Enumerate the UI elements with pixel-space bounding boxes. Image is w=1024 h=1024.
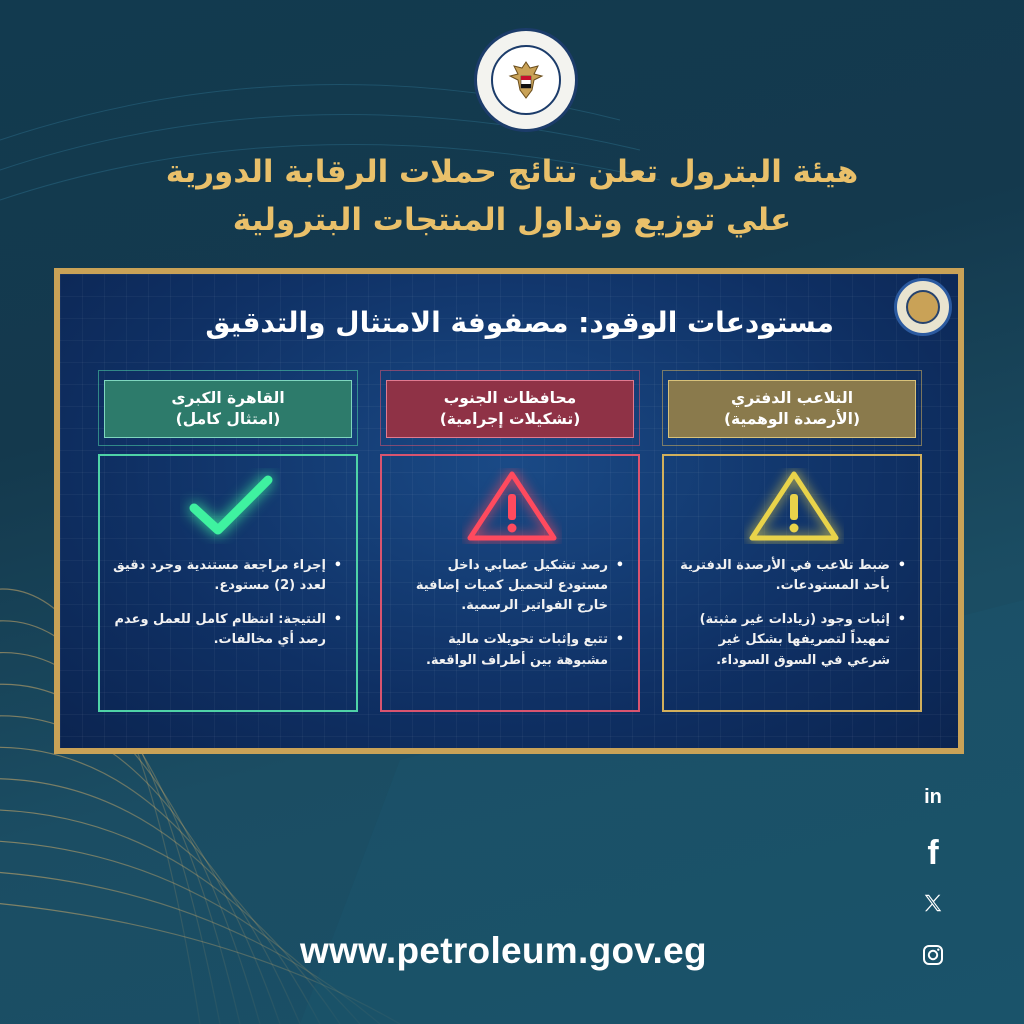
list-item: • النتيجة: انتظام كامل للعمل وعدم رصد أي مخالفات. bbox=[112, 610, 342, 650]
infographic-frame bbox=[54, 268, 964, 754]
column-bookkeeping bbox=[662, 370, 922, 712]
column-heading: محافظات الجنوب (تشكيلات إجرامية) bbox=[386, 380, 634, 438]
column-body bbox=[662, 454, 922, 712]
website-url[interactable]: www.petroleum.gov.eg bbox=[300, 930, 707, 971]
list-item: • إثبات وجود (زيادات غير مثبتة) تمهيداً لتصريفها بشكل غير شرعي في السوق السوداء. bbox=[676, 610, 906, 670]
column-body bbox=[380, 454, 640, 712]
column-heading: القاهرة الكبرى (امتثال كامل) bbox=[104, 380, 352, 438]
list-item: • تتبع وإثبات تحويلات مالية مشبوهة بين أطراف الواقعة. bbox=[394, 630, 624, 670]
warning-icon bbox=[744, 468, 844, 544]
list-item: • إجراء مراجعة مستندية وجرد دقيق لعدد (2) مستودع. bbox=[112, 556, 342, 596]
bullet-list bbox=[112, 556, 342, 665]
column-cairo bbox=[98, 370, 358, 712]
linkedin-icon[interactable]: in bbox=[924, 785, 942, 808]
column-body bbox=[98, 454, 358, 712]
instagram-icon[interactable] bbox=[912, 934, 954, 976]
eagle-icon bbox=[508, 60, 544, 100]
infographic-panel bbox=[60, 274, 958, 748]
headline-line-2: علي توزيع وتداول المنتجات البترولية bbox=[232, 202, 792, 238]
x-icon[interactable] bbox=[912, 882, 954, 924]
list-item: • رصد تشكيل عصابي داخل مستودع لتحميل كميات إضافية خارج الفواتير الرسمية. bbox=[394, 556, 624, 616]
list-item: • ضبط تلاعب في الأرصدة الدفترية بأحد المستودعات. bbox=[676, 556, 906, 596]
small-ministry-logo bbox=[894, 278, 952, 336]
warning-icon bbox=[462, 468, 562, 544]
panel-title: مستودعات الوقود: مصفوفة الامتثال والتدقيق bbox=[205, 306, 834, 339]
checkmark-icon bbox=[180, 468, 280, 544]
column-south bbox=[380, 370, 640, 712]
bullet-list bbox=[676, 556, 906, 685]
facebook-icon[interactable]: f bbox=[927, 833, 939, 872]
headline-line-1: هيئة البترول تعلن نتائج حملات الرقابة الدورية bbox=[165, 154, 859, 190]
column-heading: التلاعب الدفتري (الأرصدة الوهمية) bbox=[668, 380, 916, 438]
eagle-emblem bbox=[491, 45, 561, 115]
bullet-list bbox=[394, 556, 624, 685]
ministry-logo bbox=[474, 28, 578, 132]
